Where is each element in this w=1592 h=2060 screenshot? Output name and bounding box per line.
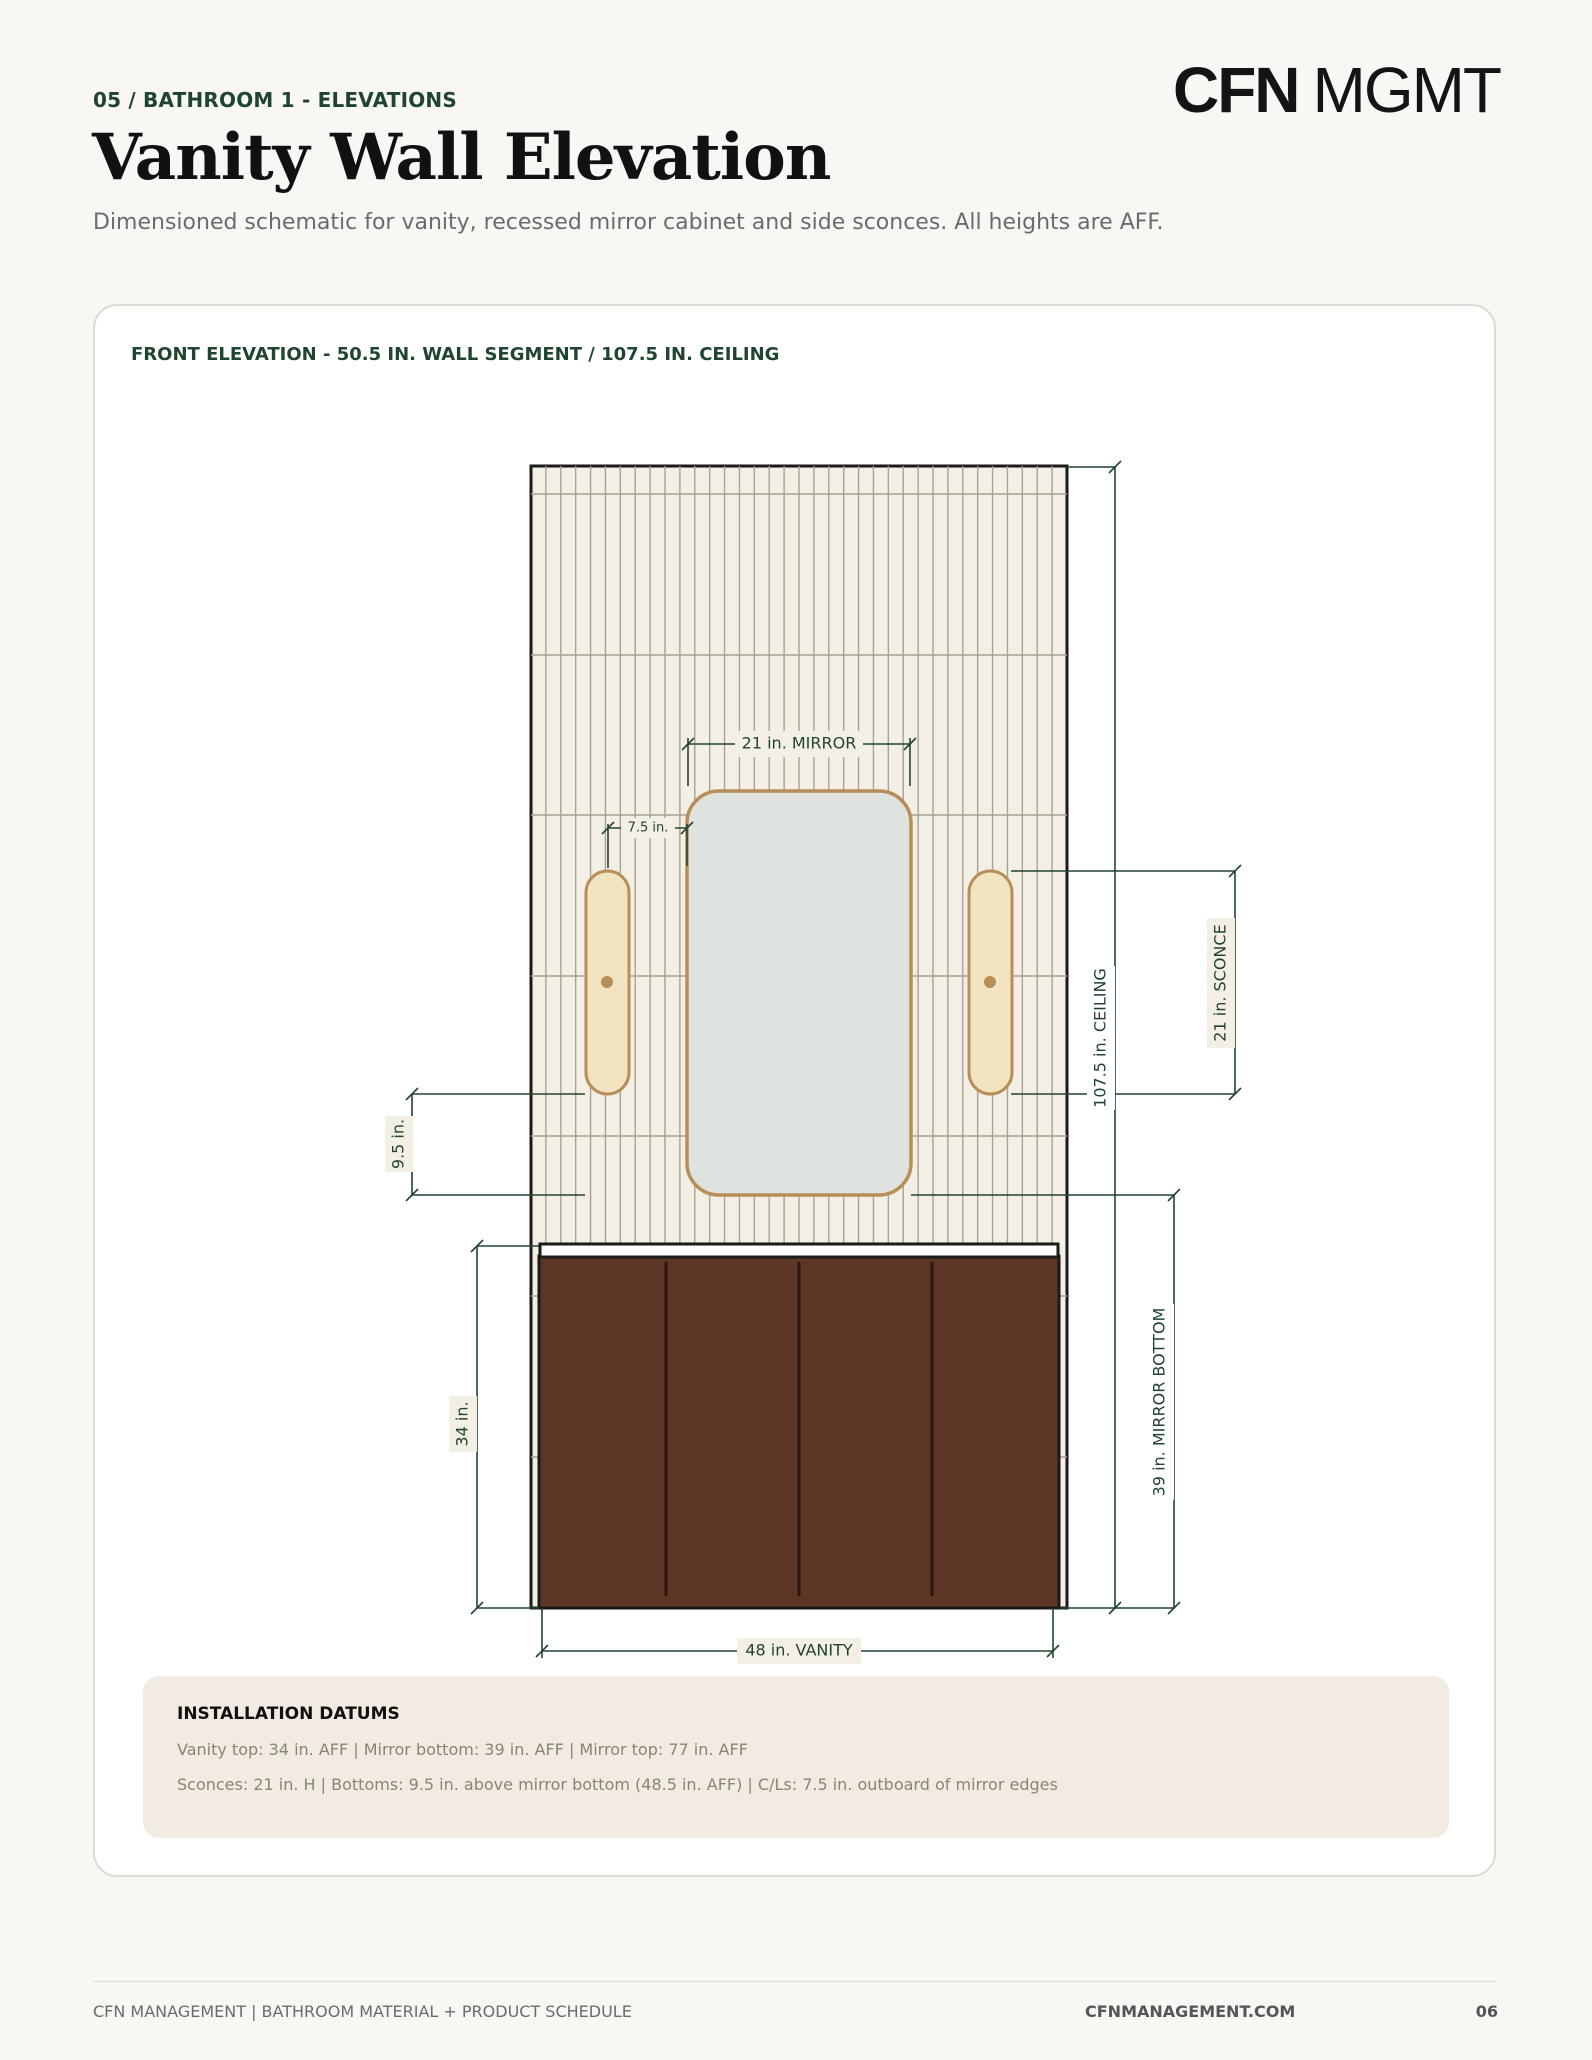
- dim-mirror-bottom: 39 in. MIRROR BOTTOM: [1149, 1307, 1169, 1497]
- dim-mirror-width: 21 in. MIRROR: [741, 733, 857, 753]
- installation-datums-panel: [143, 1676, 1449, 1838]
- logo-bold: CFN: [1172, 54, 1299, 126]
- mirror-cabinet: [687, 791, 911, 1195]
- dim-ceiling: 107.5 in. CEILING: [1090, 968, 1110, 1108]
- dim-vanity-height: 34 in.: [452, 1401, 472, 1447]
- installation-datums-line-1: Vanity top: 34 in. AFF | Mirror bottom: 39 in. AFF | Mirror top: 77 in. AFF: [177, 1740, 748, 1759]
- installation-datums-title: INSTALLATION DATUMS: [177, 1704, 400, 1724]
- dim-sconce-offset: 7.5 in.: [627, 820, 669, 836]
- footer-page-number: 06: [1475, 2002, 1498, 2021]
- elevation-drawing: [95, 306, 1495, 1666]
- dim-sconce-height: 21 in. SCONCE: [1210, 924, 1230, 1042]
- footer-website-link[interactable]: CFNMANAGEMENT.COM: [1085, 2002, 1296, 2021]
- page-subtitle: Dimensioned schematic for vanity, recessed mirror cabinet and side sconces. All heights are AFF.: [93, 210, 1164, 235]
- page-title: Vanity Wall Elevation: [92, 120, 831, 195]
- elevation-card: [93, 304, 1496, 1877]
- footer-divider: [93, 1981, 1497, 1982]
- footer-document-title: CFN MANAGEMENT | BATHROOM MATERIAL + PRODUCT SCHEDULE: [93, 2002, 632, 2021]
- installation-datums-line-2: Sconces: 21 in. H | Bottoms: 9.5 in. above mirror bottom (48.5 in. AFF) | C/Ls: 7.5 in. outboard of mirror edges: [177, 1775, 1058, 1794]
- vanity-countertop: [540, 1244, 1058, 1257]
- dim-vanity-width: 48 in. VANITY: [745, 1640, 853, 1660]
- dim-sconce-above-mirror: 9.5 in.: [388, 1118, 408, 1170]
- elevation-label: FRONT ELEVATION - 50.5 IN. WALL SEGMENT / 107.5 IN. CEILING: [131, 344, 780, 365]
- vanity-cabinet: [539, 1244, 1059, 1608]
- logo-light: MGMT: [1312, 54, 1500, 126]
- section-eyebrow: 05 / BATHROOM 1 - ELEVATIONS: [93, 88, 457, 112]
- company-logo: [1172, 54, 1500, 126]
- sconce-left: [586, 871, 629, 1094]
- sconce-right: [969, 871, 1012, 1094]
